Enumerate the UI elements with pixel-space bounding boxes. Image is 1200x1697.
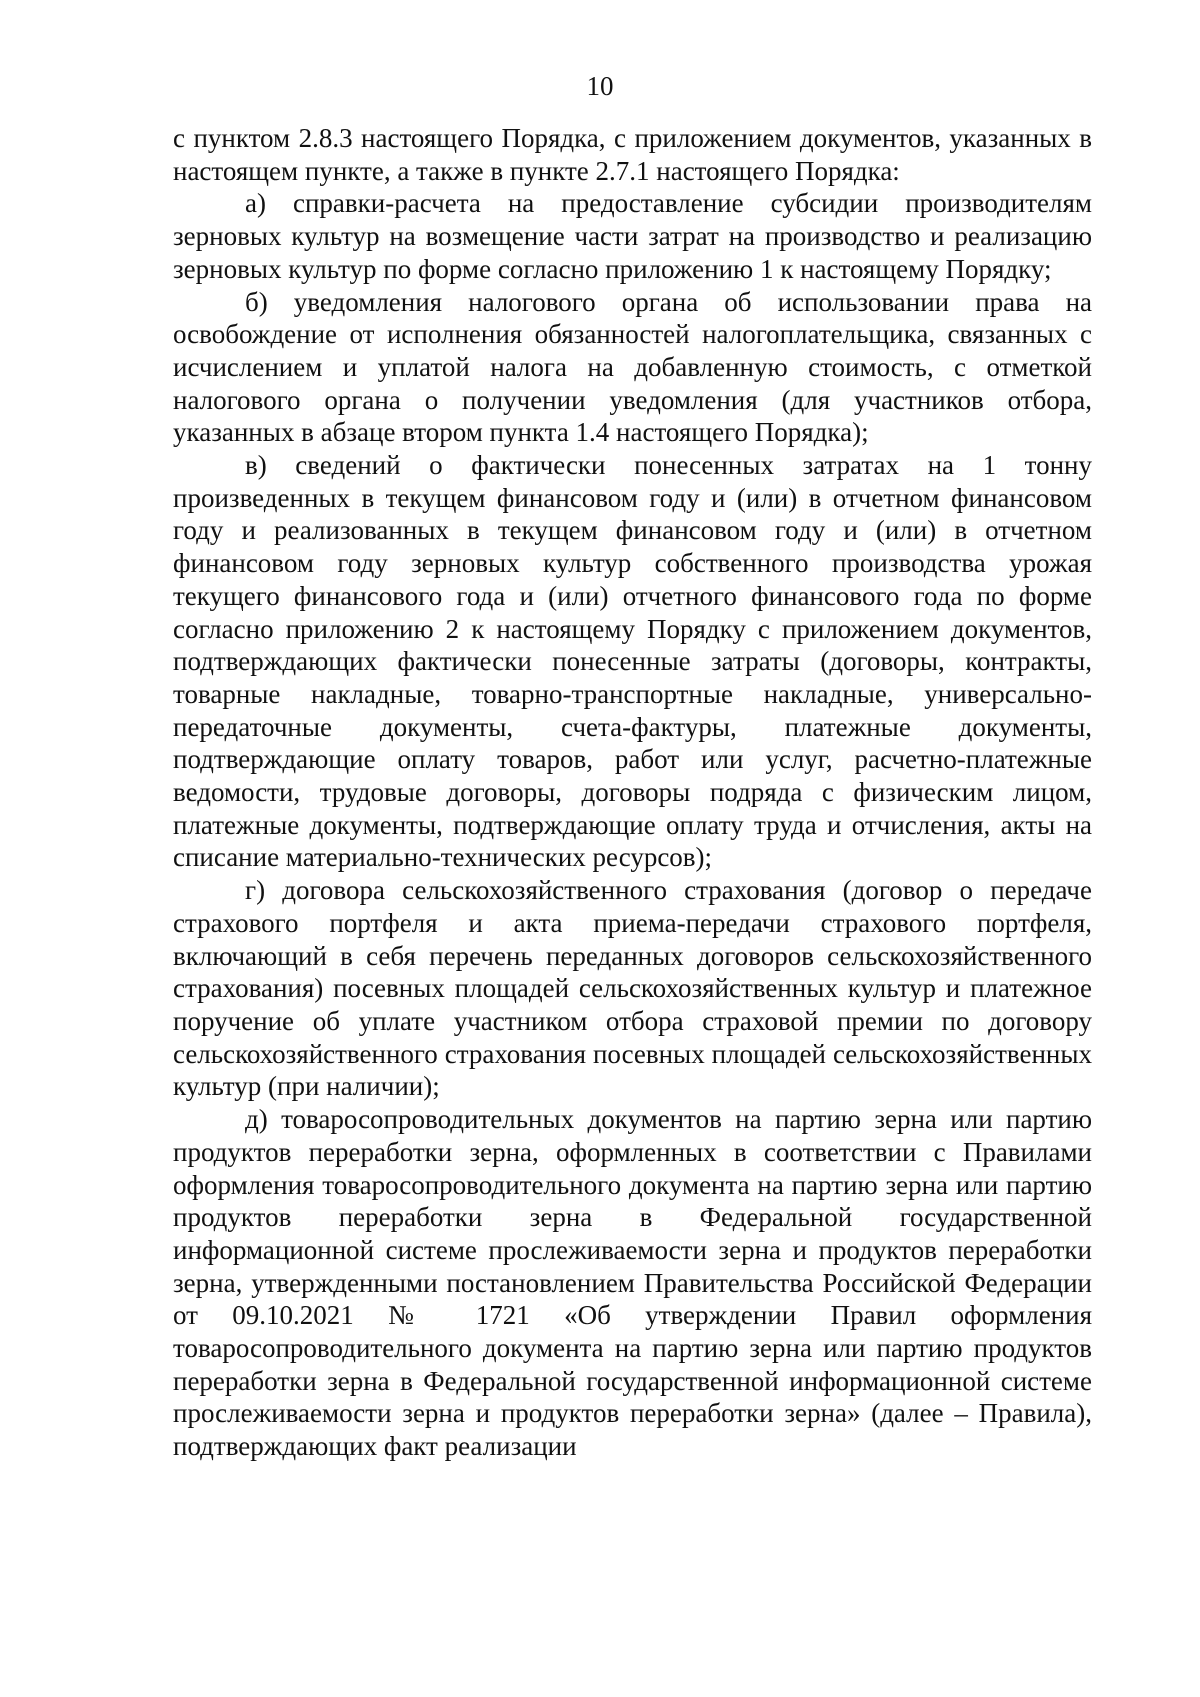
paragraph-item-a: а) справки-расчета на предоставление субсидии производителям зерновых культур на возмещение части затрат на производство и реализацию зерновых культур по форме согласно приложению 1 к настоящему Порядку;: [173, 188, 1092, 284]
paragraph-item-g: г) договора сельскохозяйственного страхования (договор о передаче страхового портфеля и акта приема-передачи страхового портфеля, включающий в себя перечень переданных договоров сельскохозяйственного страхования) посевных площадей сельскохозяйственных культур и платежное поручение об уплате участником отбора страховой премии по договору сельскохозяйственного страхования посевных площадей сельскохозяйственных культур (при наличии);: [173, 875, 1092, 1102]
paragraph-continuation: с пунктом 2.8.3 настоящего Порядка, с приложением документов, указанных в настоящем пункте, а также в пункте 2.7.1 настоящего Порядка:: [173, 123, 1092, 186]
document-body: [173, 122, 1092, 1463]
paragraph-item-v: в) сведений о фактически понесенных затратах на 1 тонну произведенных в текущем финансовом году и (или) в отчетном финансовом году и реализованных в текущем финансовом году и (или) в отчетном финансовом году зерновых культур собственного производства урожая текущего финансового года и (или) отчетного финансового года по форме согласно приложению 2 к настоящему Порядку с приложением документов, подтверждающих фактически понесенные затраты (договоры, контракты, товарные накладные, товарно-транспортные накладные, универсально-передаточные документы, счета-фактуры, платежные документы, подтверждающие оплату товаров, работ или услуг, расчетно-платежные ведомости, трудовые договоры, договоры подряда с физическим лицом, платежные документы, подтверждающие оплату труда и отчисления, акты на списание материально-технических ресурсов);: [173, 450, 1092, 873]
page-number: 10: [586, 71, 614, 101]
paragraph-item-d: д) товаросопроводительных документов на партию зерна или партию продуктов переработки зерна, оформленных в соответствии с Правилами оформления товаросопроводительного документа на партию зерна или партию продуктов переработки зерна в Федеральной государственной информационной системе прослеживаемости зерна и продуктов переработки зерна, утвержденными постановлением Правительства Российской Федерации от 09.10.2021 № 1721 «Об утверждении Правил оформления товаросопроводительного документа на партию зерна или партию продуктов переработки зерна в Федеральной государственной информационной системе прослеживаемости зерна и продуктов переработки зерна» (далее – Правила), подтверждающих факт реализации: [173, 1104, 1092, 1462]
paragraph-item-b: б) уведомления налогового органа об использовании права на освобождение от исполнения обязанностей налогоплательщика, связанных с исчислением и уплатой налога на добавленную стоимость, с отметкой налогового органа о получении уведомления (для участников отбора, указанных в абзаце втором пункта 1.4 настоящего Порядка);: [173, 286, 1092, 448]
